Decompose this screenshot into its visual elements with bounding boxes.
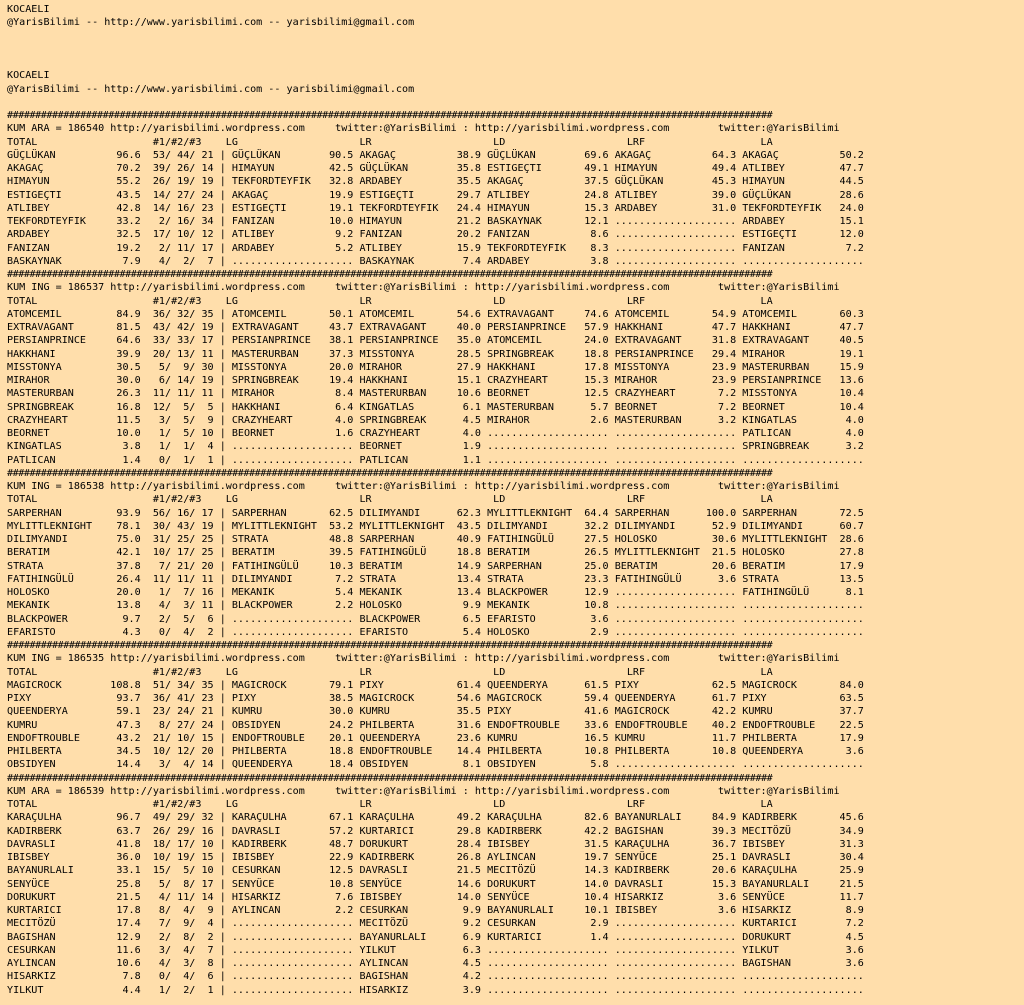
race-header-line: KUM ING = 186535 http://yarisbilimi.wordpress.com twitter:@YarisBilimi : http://yarisbilimi.wordpress.com twitter:@YarisBilimi — [7, 653, 840, 665]
horse-row: GÜÇLÜKAN 96.6 53/ 44/ 21 | GÜÇLÜKAN 90.5 AKAGAÇ 38.9 GÜÇLÜKAN 69.6 AKAGAÇ 64.3 AKAGAÇ 50.2 — [7, 149, 864, 161]
horse-row: BEORNET 10.0 1/ 5/ 10 | BEORNET 1.6 CRAZYHEART 4.0 .................... .................... PATLICAN 4.0 — [7, 428, 864, 439]
blank-line — [7, 56, 1024, 69]
horse-row: SARPERHAN 93.9 56/ 16/ 17 | SARPERHAN 62.5 DILIMYANDI 62.3 MYLITTLEKNIGHT 64.4 SARPERHAN 100.0 SARPERHAN 72.5 — [7, 507, 864, 519]
race-header-line: KUM ING = 186537 http://yarisbilimi.wordpress.com twitter:@YarisBilimi : http://yarisbilimi.wordpress.com twitter:@YarisBilimi — [7, 282, 840, 294]
column-header-line: TOTAL #1/#2/#3 LG LR LD LRF LA — [7, 136, 773, 148]
horse-row: DAVRASLI 41.8 18/ 17/ 10 | KADIRBERK 48.7 DORUKURT 28.4 IBISBEY 31.5 KARAÇULHA 36.7 IBISBEY 31.3 — [7, 838, 864, 850]
horse-row: HAKKHANI 39.9 20/ 13/ 11 | MASTERURBAN 37.3 MISSTONYA 28.5 SPRINGBREAK 18.8 PERSIANPRINCE 29.4 MIRAHOR 19.1 — [7, 348, 864, 360]
horse-row: TEKFORDTEYFIK 33.2 2/ 16/ 34 | FANIZAN 10.0 HIMAYUN 21.2 BASKAYNAK 12.1 .................... ARDABEY 15.1 — [7, 216, 864, 227]
horse-row: HOLOSKO 20.0 1/ 7/ 16 | MEKANIK 5.4 MEKANIK 13.4 BLACKPOWER 12.9 .................... FATIHINGÜLÜ 8.1 — [7, 587, 864, 598]
horse-row: BAGISHAN 12.9 2/ 8/ 2 | .................... BAYANURLALI 6.9 KURTARICI 1.4 .................... DORUKURT 4.5 — [7, 931, 864, 943]
horse-row: FANIZAN 19.2 2/ 11/ 17 | ARDABEY 5.2 ATLIBEY 15.9 TEKFORDTEYFIK 8.3 .................... FANIZAN 7.2 — [7, 242, 864, 254]
horse-row: QUEENDERYA 59.1 23/ 24/ 21 | KUMRU 30.0 KUMRU 35.5 PIXY 41.6 MAGICROCK 42.2 KUMRU 37.7 — [7, 706, 864, 718]
horse-row: ATLIBEY 42.8 14/ 16/ 23 | ESTIGEÇTI 19.1 TEKFORDTEYFIK 24.4 HIMAYUN 15.3 ARDABEY 31.0 TEKFORDTEYFIK 24.0 — [7, 202, 864, 214]
horse-row: EFARISTO 4.3 0/ 4/ 2 | .................... EFARISTO 5.4 HOLOSKO 2.9 .................... .................... — [7, 626, 864, 638]
results-document — [7, 3, 1024, 997]
horse-row: HISARKIZ 7.8 0/ 4/ 6 | .................... BAGISHAN 4.2 .................... .................... .................... — [7, 971, 864, 983]
horse-row: DORUKURT 21.5 4/ 11/ 14 | HISARKIZ 7.6 IBISBEY 14.0 SENYÜCE 10.4 HISARKIZ 3.6 SENYÜCE 11.7 — [7, 891, 864, 903]
horse-row: ATOMCEMIL 84.9 36/ 32/ 35 | ATOMCEMIL 50.1 ATOMCEMIL 54.6 EXTRAVAGANT 74.6 ATOMCEMIL 54.9 ATOMCEMIL 60.3 — [7, 308, 864, 320]
horse-row: SENYÜCE 25.8 5/ 8/ 17 | SENYÜCE 10.8 SENYÜCE 14.6 DORUKURT 14.0 DAVRASLI 15.3 BAYANURLALI 21.5 — [7, 878, 864, 890]
horse-row: BASKAYNAK 7.9 4/ 2/ 7 | .................... BASKAYNAK 7.4 ARDABEY 3.8 .................... .................... — [7, 255, 864, 267]
horse-row: CRAZYHEART 11.5 3/ 5/ 9 | CRAZYHEART 4.0 SPRINGBREAK 4.5 MIRAHOR 2.6 MASTERURBAN 3.2 KINGATLAS 4.0 — [7, 414, 864, 426]
horse-row: MISSTONYA 30.5 5/ 9/ 30 | MISSTONYA 20.0 MIRAHOR 27.9 HAKKHANI 17.8 MISSTONYA 23.9 MASTERURBAN 15.9 — [7, 361, 864, 373]
horse-row: MIRAHOR 30.0 6/ 14/ 19 | SPRINGBREAK 19.4 HAKKHANI 15.1 CRAZYHEART 15.3 MIRAHOR 23.9 PERSIANPRINCE 13.6 — [7, 375, 864, 386]
horse-row: KINGATLAS 3.8 1/ 1/ 4 | .................... BEORNET 1.9 .................... .................... SPRINGBREAK 3.2 — [7, 441, 864, 453]
horse-row: STRATA 37.8 7/ 21/ 20 | FATIHINGÜLÜ 10.3 BERATIM 14.9 SARPERHAN 25.0 BERATIM 20.6 BERATIM 17.9 — [7, 560, 864, 572]
horse-row: OBSIDYEN 14.4 3/ 4/ 14 | QUEENDERYA 18.4 OBSIDYEN 8.1 OBSIDYEN 5.8 .................... .................... — [7, 759, 864, 771]
race-header-line: KUM ARA = 186539 http://yarisbilimi.wordpress.com twitter:@YarisBilimi : http://yarisbilimi.wordpress.com twitter:@YarisBilimi — [7, 785, 840, 797]
horse-row: KADIRBERK 63.7 26/ 29/ 16 | DAVRASLI 57.2 KURTARICI 29.8 KADIRBERK 42.2 BAGISHAN 39.3 MECITÖZÜ 34.9 — [7, 825, 864, 837]
race-header-line: KUM ING = 186538 http://yarisbilimi.wordpress.com twitter:@YarisBilimi : http://yarisbilimi.wordpress.com twitter:@YarisBilimi — [7, 481, 840, 492]
city-title: KOCAELI — [7, 70, 50, 82]
horse-row: ESTIGEÇTI 43.5 14/ 27/ 24 | AKAGAÇ 19.9 ESTIGEÇTI 29.7 ATLIBEY 24.8 ATLIBEY 39.0 GÜÇLÜKAN 28.6 — [7, 189, 864, 201]
horse-row: HIMAYUN 55.2 26/ 19/ 19 | TEKFORDTEYFIK 32.8 ARDABEY 35.5 AKAGAÇ 37.5 GÜÇLÜKAN 45.3 HIMAYUN 44.5 — [7, 176, 864, 188]
horse-row: BLACKPOWER 9.7 2/ 5/ 6 | .................... BLACKPOWER 6.5 EFARISTO 3.6 .................... .................... — [7, 613, 864, 625]
horse-row: MECITÖZÜ 17.4 7/ 9/ 4 | .................... MECITÖZÜ 9.2 CESURKAN 2.9 .................... KURTARICI 7.2 — [7, 918, 864, 930]
horse-row: IBISBEY 36.0 10/ 19/ 15 | IBISBEY 22.9 KADIRBERK 26.8 AYLINCAN 19.7 SENYÜCE 25.1 DAVRASLI 30.4 — [7, 852, 864, 863]
horse-row: FATIHINGÜLÜ 26.4 11/ 11/ 11 | DILIMYANDI 7.2 STRATA 13.4 STRATA 23.3 FATIHINGÜLÜ 3.6 STRATA 13.5 — [7, 573, 864, 585]
separator-line: ######################################################################################################################################## — [7, 467, 773, 479]
horse-row: MYLITTLEKNIGHT 78.1 30/ 43/ 19 | MYLITTLEKNIGHT 53.2 MYLITTLEKNIGHT 43.5 DILIMYANDI 32.2 DILIMYANDI 52.9 DILIMYANDI 60.7 — [7, 520, 864, 532]
horse-row: PATLICAN 1.4 0/ 1/ 1 | .................... PATLICAN 1.1 .................... .................... .................... — [7, 454, 864, 466]
contact-line: @YarisBilimi -- http://www.yarisbilimi.com -- yarisbilimi@gmail.com — [7, 83, 415, 95]
horse-row: KURTARICI 17.8 8/ 4/ 9 | AYLINCAN 2.2 CESURKAN 9.9 BAYANURLALI 10.1 IBISBEY 3.6 HISARKIZ 8.9 — [7, 905, 864, 916]
column-header-line: TOTAL #1/#2/#3 LG LR LD LRF LA — [7, 494, 773, 506]
horse-row: ARDABEY 32.5 17/ 10/ 12 | ATLIBEY 9.2 FANIZAN 20.2 FANIZAN 8.6 .................... ESTIGEÇTI 12.0 — [7, 229, 864, 241]
city-title: KOCAELI — [7, 4, 50, 15]
horse-row: KARAÇULHA 96.7 49/ 29/ 32 | KARAÇULHA 67.1 KARAÇULHA 49.2 KARAÇULHA 82.6 BAYANURLALI 84.9 KADIRBERK 45.6 — [7, 812, 864, 824]
horse-row: BAYANURLALI 33.1 15/ 5/ 10 | CESURKAN 12.5 DAVRASLI 21.5 MECITÖZÜ 14.3 KADIRBERK 20.6 KARAÇULHA 25.9 — [7, 865, 864, 877]
horse-row: CESURKAN 11.6 3/ 4/ 7 | .................... YILKUT 6.3 .................... .................... YILKUT 3.6 — [7, 944, 864, 956]
horse-row: YILKUT 4.4 1/ 2/ 1 | .................... HISARKIZ 3.9 .................... .................... .................... — [7, 984, 864, 996]
horse-row: PHILBERTA 34.5 10/ 12/ 20 | PHILBERTA 18.8 ENDOFTROUBLE 14.4 PHILBERTA 10.8 PHILBERTA 10.8 QUEENDERYA 3.6 — [7, 746, 864, 757]
horse-row: MAGICROCK 108.8 51/ 34/ 35 | MAGICROCK 79.1 PIXY 61.4 QUEENDERYA 61.5 PIXY 62.5 MAGICROCK 84.0 — [7, 679, 864, 691]
separator-line: ######################################################################################################################################## — [7, 640, 773, 651]
separator-line: ######################################################################################################################################## — [7, 110, 773, 121]
horse-row: KUMRU 47.3 8/ 27/ 24 | OBSIDYEN 24.2 PHILBERTA 31.6 ENDOFTROUBLE 33.6 ENDOFTROUBLE 40.2 ENDOFTROUBLE 22.5 — [7, 719, 864, 731]
column-header-line: TOTAL #1/#2/#3 LG LR LD LRF LA — [7, 799, 773, 810]
horse-row: PIXY 93.7 36/ 41/ 23 | PIXY 38.5 MAGICROCK 54.6 MAGICROCK 59.4 QUEENDERYA 61.7 PIXY 63.5 — [7, 693, 864, 704]
race-header-line: KUM ARA = 186540 http://yarisbilimi.wordpress.com twitter:@YarisBilimi : http://yarisbilimi.wordpress.com twitter:@YarisBilimi — [7, 123, 840, 135]
blank-line — [7, 30, 1024, 43]
horse-row: BERATIM 42.1 10/ 17/ 25 | BERATIM 39.5 FATIHINGÜLÜ 18.8 BERATIM 26.5 MYLITTLEKNIGHT 21.5 HOLOSKO 27.8 — [7, 547, 864, 559]
horse-row: DILIMYANDI 75.0 31/ 25/ 25 | STRATA 48.8 SARPERHAN 40.9 FATIHINGÜLÜ 27.5 HOLOSKO 30.6 MYLITTLEKNIGHT 28.6 — [7, 534, 864, 545]
column-header-line: TOTAL #1/#2/#3 LG LR LD LRF LA — [7, 295, 773, 307]
horse-row: MEKANIK 13.8 4/ 3/ 11 | BLACKPOWER 2.2 HOLOSKO 9.9 MEKANIK 10.8 .................... .................... — [7, 600, 864, 612]
separator-line: ######################################################################################################################################## — [7, 772, 773, 784]
blank-line — [7, 96, 1024, 109]
blank-line — [7, 43, 1024, 56]
separator-line: ######################################################################################################################################## — [7, 269, 773, 280]
horse-row: PERSIANPRINCE 64.6 33/ 33/ 17 | PERSIANPRINCE 38.1 PERSIANPRINCE 35.0 ATOMCEMIL 24.0 EXTRAVAGANT 31.8 EXTRAVAGANT 40.5 — [7, 335, 864, 347]
column-header-line: TOTAL #1/#2/#3 LG LR LD LRF LA — [7, 666, 773, 678]
horse-row: EXTRAVAGANT 81.5 43/ 42/ 19 | EXTRAVAGANT 43.7 EXTRAVAGANT 40.0 PERSIANPRINCE 57.9 HAKKHANI 47.7 HAKKHANI 47.7 — [7, 322, 864, 333]
contact-line: @YarisBilimi -- http://www.yarisbilimi.com -- yarisbilimi@gmail.com — [7, 17, 415, 29]
horse-row: AYLINCAN 10.6 4/ 3/ 8 | .................... AYLINCAN 4.5 .................... .................... BAGISHAN 3.6 — [7, 958, 864, 969]
horse-row: AKAGAÇ 70.2 39/ 26/ 14 | HIMAYUN 42.5 GÜÇLÜKAN 35.8 ESTIGEÇTI 49.1 HIMAYUN 49.4 ATLIBEY 47.7 — [7, 163, 864, 174]
horse-row: MASTERURBAN 26.3 11/ 11/ 11 | MIRAHOR 8.4 MASTERURBAN 10.6 BEORNET 12.5 CRAZYHEART 7.2 MISSTONYA 10.4 — [7, 388, 864, 400]
horse-row: ENDOFTROUBLE 43.2 21/ 10/ 15 | ENDOFTROUBLE 20.1 QUEENDERYA 23.6 KUMRU 16.5 KUMRU 11.7 PHILBERTA 17.9 — [7, 732, 864, 744]
horse-row: SPRINGBREAK 16.8 12/ 5/ 5 | HAKKHANI 6.4 KINGATLAS 6.1 MASTERURBAN 5.7 BEORNET 7.2 BEORNET 10.4 — [7, 401, 864, 413]
